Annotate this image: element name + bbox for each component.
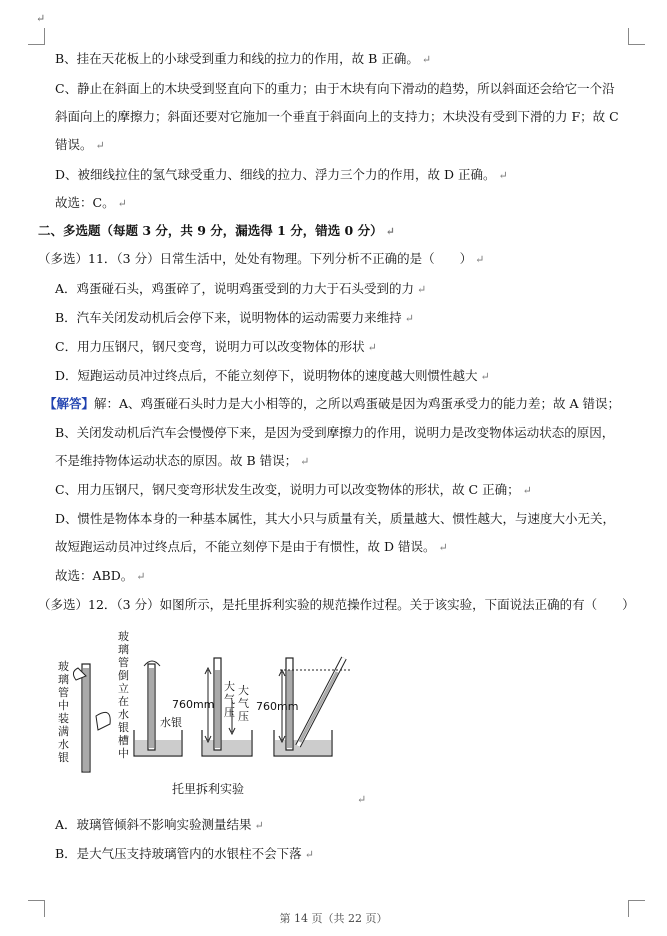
label-mercury: 水银: [160, 716, 182, 729]
answer-tag: 【解答】: [44, 396, 95, 411]
text-line: 故短跑运动员冲过终点后，不能立刻停下是由于有惯性，故 D 错误。 ↵: [55, 539, 448, 554]
paragraph-mark: ↵: [357, 793, 367, 806]
text-line: C、用力压钢尺，钢尺变弯形状发生改变，说明力可以改变物体的形状，故 C 正确； ↵: [55, 482, 532, 497]
label-left-char: 玻: [58, 660, 69, 673]
label-atm-1: 大气压: [224, 680, 235, 719]
answer-line: 【解答】解：A、鸡蛋碰石头时力是大小相等的，之所以鸡蛋破是因为鸡蛋承受力的能力差；故 A 错误；: [44, 396, 621, 411]
text-line: C、静止在斜面上的木块受到竖直向下的重力；由于木块有向下滑动的趋势，所以斜面还会给它一个沿: [55, 81, 615, 96]
text-line: 故选：C。 ↵: [55, 195, 127, 210]
option-a: A．玻璃管倾斜不影响实验测量结果 ↵: [55, 817, 264, 832]
text-line: D、被细线拉住的氢气球受重力、细线的拉力、浮力三个力的作用，故 D 正确。 ↵: [55, 167, 508, 182]
option-b: B．是大气压支持玻璃管内的水银柱不会下落 ↵: [55, 846, 314, 861]
text-line: 斜面向上的摩擦力；斜面还要对它施加一个垂直于斜面向上的支持力；木块没有受到下滑的力 F；故 C: [55, 109, 619, 124]
option-b: B．汽车关闭发动机后会停下来，说明物体的运动需要力来维持 ↵: [55, 310, 414, 325]
label-mid: 玻璃管 倒立在 水银槽中: [118, 630, 129, 760]
option-a: A．鸡蛋碰石头，鸡蛋碎了，说明鸡蛋受到的力大于石头受到的力 ↵: [55, 281, 427, 296]
label-left: 玻 璃管中 装满水银: [58, 660, 69, 764]
text-line: B、关闭发动机后汽车会慢慢停下来，是因为受到摩擦力的作用，说明力是改变物体运动状态的原因，: [55, 425, 615, 440]
label-760mm-2: 760mm: [256, 700, 299, 713]
option-c: C．用力压钢尺，钢尺变弯，说明力可以改变物体的形状 ↵: [55, 339, 377, 354]
section-heading: 二、多选题（每题 3 分，共 9 分，漏选得 1 分，错选 0 分） ↵: [38, 223, 395, 238]
crop-mark-top-left: [28, 28, 45, 45]
torricelli-figure: [52, 628, 352, 808]
text-line: 故选：ABD。 ↵: [55, 568, 146, 583]
mercury-trough-2: [203, 740, 251, 755]
mercury-column: [83, 668, 89, 771]
question-11: （多选）11．（3 分）日常生活中，处处有物理。下列分析不正确的是（ ） ↵: [38, 251, 485, 266]
option-d: D．短跑运动员冲过终点后，不能立刻停下，说明物体的速度越大则惯性越大 ↵: [55, 368, 490, 383]
text-line: 不是维持物体运动状态的原因。故 B 错误； ↵: [55, 453, 310, 468]
figure-caption: 托里拆利实验: [172, 782, 245, 796]
label-760mm-1: 760mm: [172, 698, 215, 711]
mercury-trough-1: [135, 740, 181, 755]
paragraph-mark: ↵: [36, 12, 46, 25]
page-footer: 第 14 页（共 22 页）: [279, 912, 388, 925]
crop-mark-top-right: [628, 28, 645, 45]
text-line: B、挂在天花板上的小球受到重力和线的拉力的作用，故 B 正确。 ↵: [55, 51, 432, 66]
hand-icon: [96, 712, 110, 730]
text-line: D、惯性是物体本身的一种基本属性，其大小只与质量有关，质量越大、惯性越大，与速度大小无关，: [55, 511, 616, 526]
question-12: （多选）12．（3 分）如图所示，是托里拆利实验的规范操作过程。关于该实验，下面说法正确的有（ ）: [38, 597, 635, 612]
text-line: 错误。 ↵: [55, 137, 105, 152]
torricelli-diagram: [52, 628, 352, 808]
label-atm-2: 大气压: [238, 684, 249, 723]
